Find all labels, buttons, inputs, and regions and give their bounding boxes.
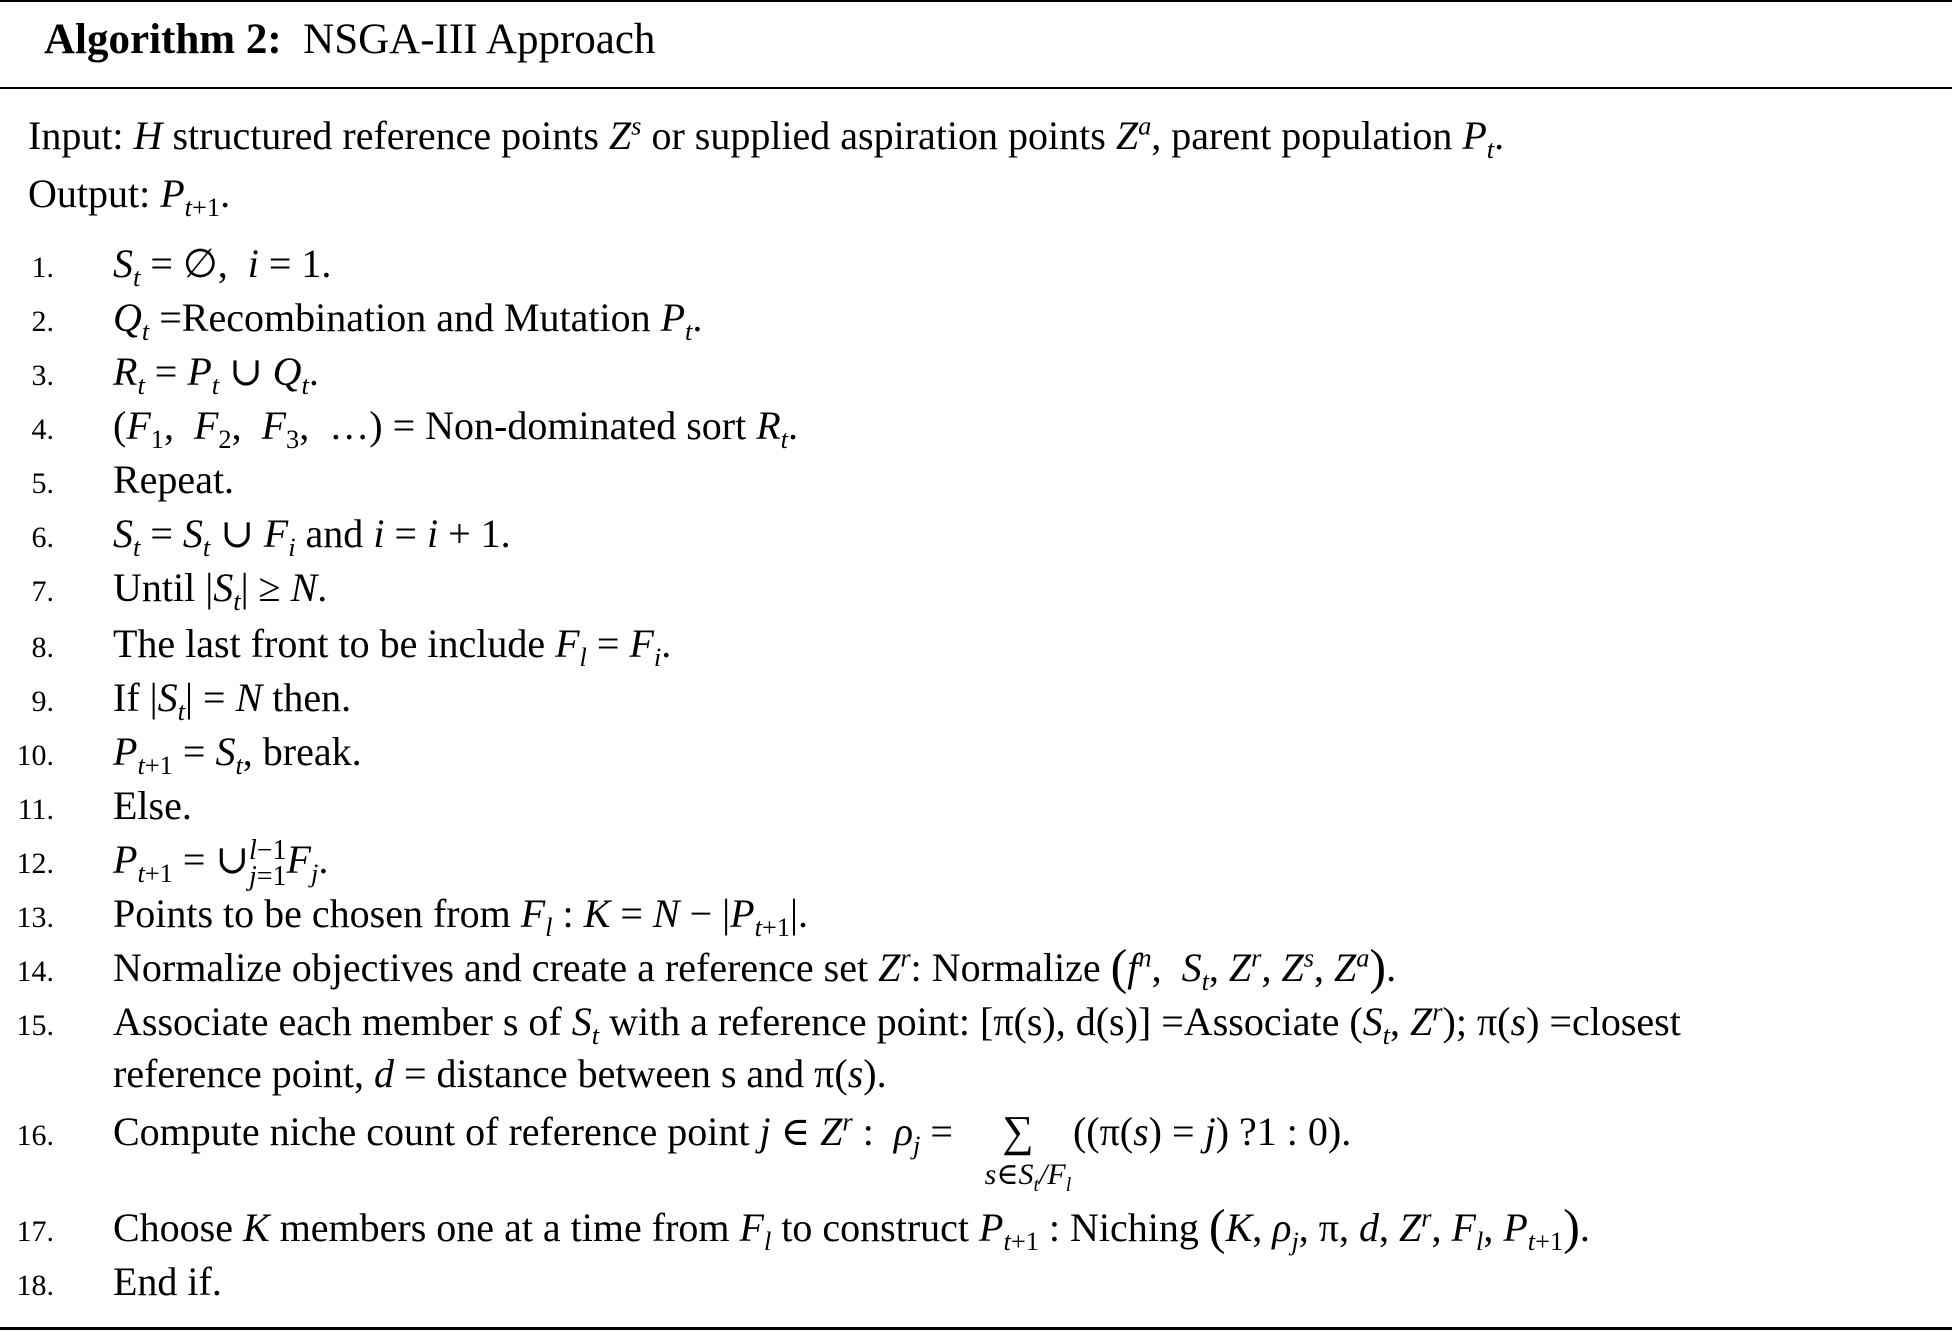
step-text: $S_t$ = ∅, i = 1. [113,241,332,293]
algorithm-title: NSGA-III Approach [303,16,656,63]
step-text: Normalize objectives and create a reference set $Z^r$: Normalize ($f^n$, $S_t$, $Z^r$, $Z^s$, $Z^a$). [113,938,1397,997]
step-number: 13. [16,901,54,934]
step-number: 7. [31,575,54,608]
step-text: Until $|S_t| \ge N$. [113,565,328,617]
step-text: If $|S_t| = N$ then. [113,675,352,727]
step-number: 16. [16,1119,54,1152]
step-15 [0,996,1952,1106]
summation: ∑ $s\in S_t/F_l$ [984,1107,1072,1196]
step-16 [0,1106,1952,1196]
step-text: Points to be chosen from $F_l$ : $K = N - |P_{t+1}|$. [113,891,809,943]
step-number: 1. [31,251,54,284]
step-number: 18. [16,1269,54,1302]
step-text: End if. [113,1259,222,1304]
step-number: 9. [31,685,54,718]
input-text-b: or supplied aspiration points [651,113,1106,158]
step-number: 4. [31,413,54,446]
step-text: $P_{t+1}$ = ∪ l−1 j=1 $F_j$. [113,834,329,892]
input-text-c: , parent population [1151,113,1453,158]
step-number: 5. [31,467,54,500]
step-text: Associate each member s of $S_t$ with a reference point: [π(s), d(s)] =Associate ($S_t$, $Z^r$); π(s) =closest [113,996,1681,1051]
step-number: 15. [16,1009,54,1042]
step-text: Else. [113,783,192,828]
header-rule [0,87,1952,89]
step-text: $S_t = S_t$ ∪ $F_i$ and i = i + 1. [113,511,511,563]
step-text: Repeat. [113,457,235,502]
step-number: 2. [31,305,54,338]
step-text-continued: reference point, d = distance between s and π(s). [113,1051,887,1096]
step-number: 6. [31,521,54,554]
input-prefix: Input: [28,113,124,158]
step-number: 17. [16,1215,54,1248]
step-text: The last front to be include $F_l = F_i$. [113,621,672,673]
step-text: $R_t = P_t$ ∪ $Q_t$. [113,349,319,401]
step-number: 12. [16,847,54,880]
bottom-rule [0,1327,1952,1330]
step-text: Compute niche count of reference point j ∈ $Z^r$ : $\rho_j$ = ∑ $s\in S_t/F_l$ ((π(s) = j) ?1 : 0). [113,1106,1352,1196]
step-number: 10. [16,739,54,772]
step-number: 8. [31,631,54,664]
algorithm-label: Algorithm 2: [44,16,282,63]
input-line: Input: H structured reference points $Z^s$ or supplied aspiration points $Z^a$, parent population $P_t$. [28,110,1505,165]
step-text: Choose K members one at a time from $F_l$ to construct $P_{t+1}$ : Niching (K, $\rho_j$, π, d, $Z^r$, $F_l$, $P_{t+1}$). [113,1198,1590,1257]
input-text-a: structured reference points [172,113,599,158]
top-rule [0,0,1952,2]
step-text: $Q_t$ =Recombination and Mutation $P_t$. [113,295,703,347]
step-number: 11. [17,793,54,826]
output-prefix: Output: [28,171,151,216]
step-number: 3. [31,359,54,392]
step-text: ($F_1$, $F_2$, $F_3$, …) = Non-dominated sort $R_t$. [113,403,798,455]
algorithm-header [44,10,655,70]
step-number: 14. [16,955,54,988]
step-text: $P_{t+1} = S_t$, break. [113,729,362,781]
output-line: Output: $P_{t+1}$. [28,171,231,223]
